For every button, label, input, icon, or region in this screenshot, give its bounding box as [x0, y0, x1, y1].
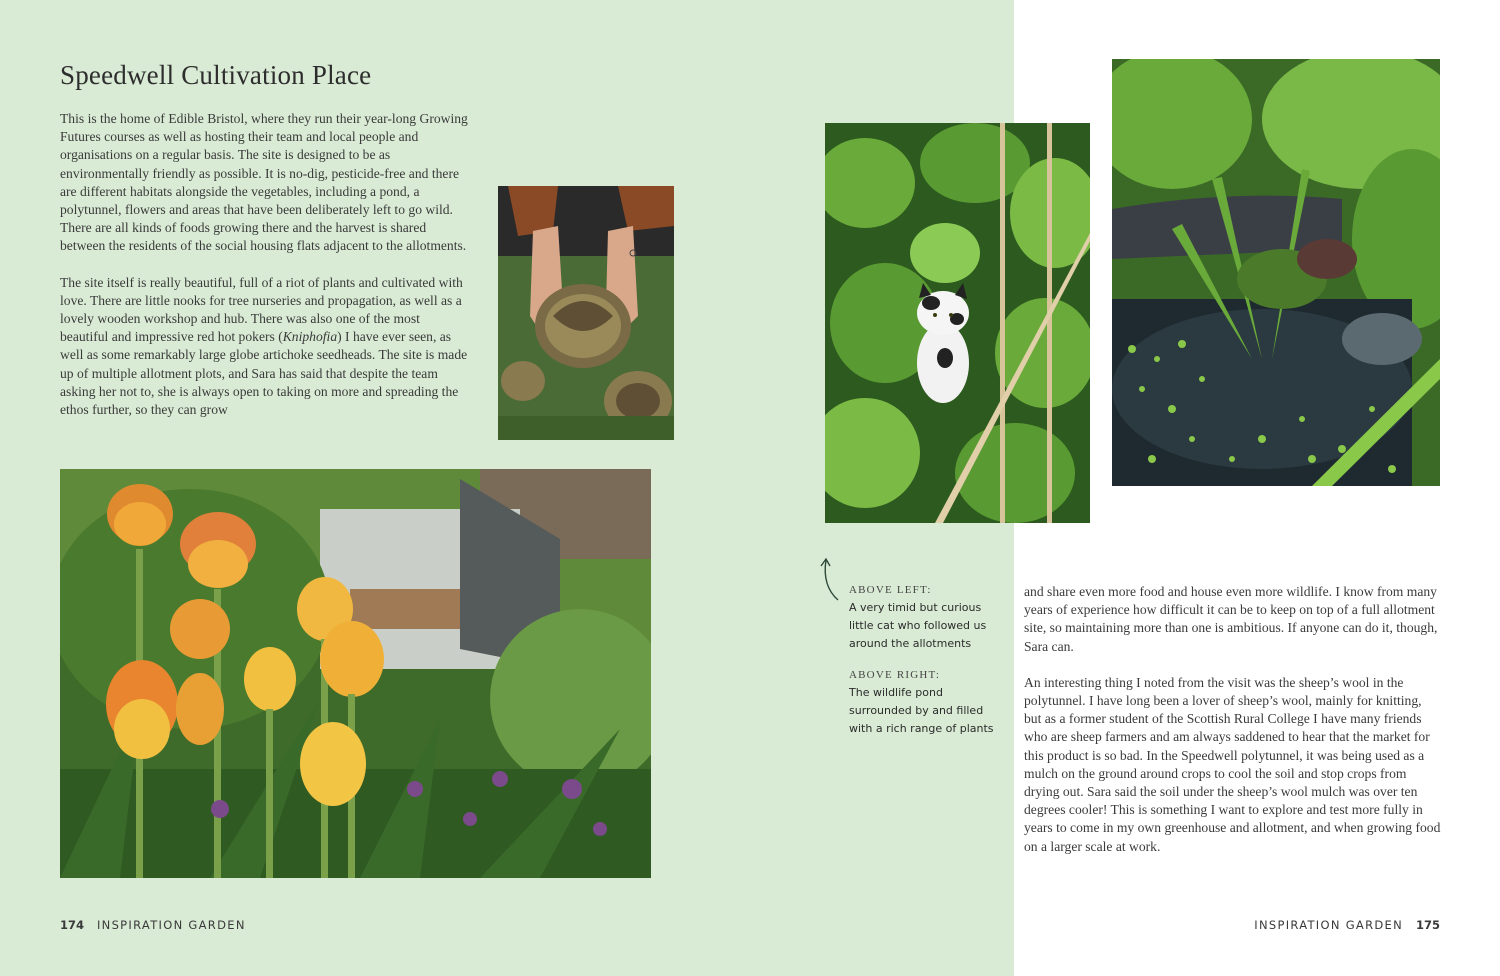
caption-right-heading: ABOVE RIGHT:: [849, 669, 941, 681]
left-paragraph-2: The site itself is really beautiful, full of a riot of plants and cultivated with love. There are little nooks for tree nurseries and propagation, as well as a lovely wooden workshop and hub. There was also one of the most beautiful and impressive red hot pokers (Kniphofia) I have ever seen, as well as some remarkably large globe artichoke seedheads. The site is made up of multiple allotment plots, and Sara has said that despite the team asking her not to, she is always open to taking on more and spreading the ethos further, so they can grow: [60, 274, 468, 418]
right-page-number: 175: [1415, 918, 1440, 932]
photo-captions: [849, 584, 999, 754]
right-folio: [1254, 918, 1440, 932]
artichoke-photo: [498, 186, 674, 440]
italic-plant-name: Kniphofia: [282, 329, 338, 345]
caption-left-text: A very timid but curious little cat who followed us around the allotments: [849, 601, 987, 650]
caption-arrow-icon: [818, 556, 842, 604]
section-title: Speedwell Cultivation Place: [60, 60, 372, 90]
pond-photo: [1112, 59, 1440, 486]
right-running-head: INSPIRATION GARDEN: [1254, 918, 1404, 932]
right-paragraph-1: and share even more food and house even more wildlife. I know from many years of experience how difficult it can be to keep on top of a full allotment site, so maintaining more than one is ambitious. If anyone can do it, though, Sara can.: [1024, 584, 1438, 654]
right-body-text: [1024, 583, 1442, 874]
red-hot-poker-photo: [60, 469, 651, 878]
caption-right-text: The wildlife pond surrounded by and filled with a rich range of plants: [849, 686, 994, 735]
left-page-number: 174: [60, 918, 85, 932]
left-folio: [60, 918, 246, 932]
left-body-text: [60, 110, 470, 437]
right-paragraph-2: An interesting thing I noted from the visit was the sheep’s wool in the polytunnel. I have long been a lover of sheep’s wool, mainly for knitting, but as a former student of the Scottish Rural College I have many friends who are sheep farmers and am always saddened to hear that the market for this product is so bad. In the Speedwell polytunnel, it was being used as a mulch on the ground around crops to cool the soil and stop crops from drying out. Sara said the soil under the sheep’s wool mulch was over ten degrees cooler! This is something I want to explore and test more fully in years to come in my own greenhouse and allotment, and when growing food on a larger scale at work.: [1024, 674, 1441, 854]
cat-photo: [825, 123, 1090, 523]
left-paragraph-1: This is the home of Edible Bristol, where they run their year-long Growing Futures courses as well as hosting their team and local people and organisations on a regular basis. The site is designed to be as environmentally friendly as possible. It is no-dig, pesticide-free and there are different habitats alongside the vegetables, including a pond, a polytunnel, flowers and areas that have been deliberately left to go wild. There are all kinds of foods growing there and the harvest is shared between the residents of the social housing flats adjacent to the allotments.: [60, 111, 468, 254]
left-running-head: INSPIRATION GARDEN: [96, 918, 246, 932]
caption-left-heading: ABOVE LEFT:: [849, 584, 932, 596]
